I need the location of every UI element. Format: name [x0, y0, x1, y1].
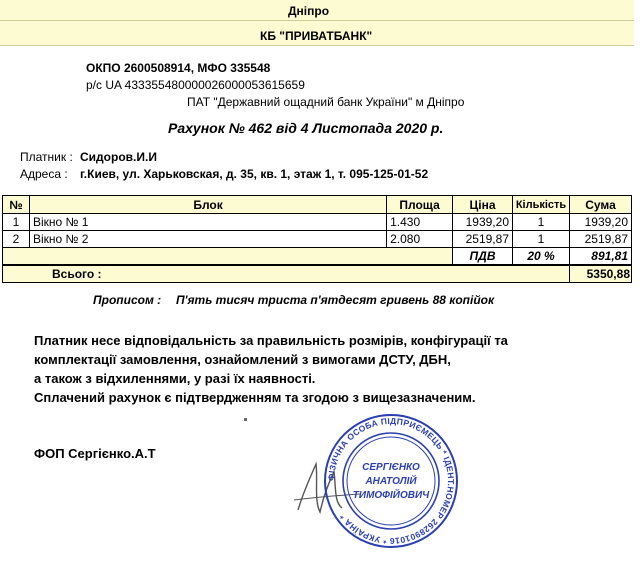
- payer-label: Платник :: [20, 150, 73, 164]
- row-number: 2: [3, 231, 30, 248]
- row-price: 1939,20: [453, 214, 513, 231]
- table-row: [3, 231, 632, 248]
- bank-name: КБ "ПРИВАТБАНК": [260, 29, 373, 43]
- row-area: 2.080: [387, 231, 453, 248]
- stamp-outer-text: ФІЗИЧНА ОСОБА ПІДПРИЄМЕЦЬ * ІДЕНТ.НОМЕР 2628901016 * УКРАЇНА *: [325, 415, 457, 547]
- total-label: Всього :: [52, 267, 102, 281]
- bank-pat: ПАТ "Державний ощадний банк України" м Дніпро: [187, 95, 465, 109]
- invoice-title: Рахунок № 462 від 4 Листопада 2020 р.: [168, 120, 444, 136]
- bank-account: р/с UA 433355480000026000053615659: [86, 78, 305, 92]
- signature-name: ФОП Сергієнко.А.Т: [34, 446, 156, 461]
- address-label: Адреса :: [20, 167, 68, 181]
- words-label: Прописом :: [93, 293, 162, 307]
- company-stamp-icon: [322, 412, 460, 550]
- notice-line-2: комплектації замовлення, ознайомлений з вимогами ДСТУ, ДБН,: [34, 352, 451, 367]
- row-name: Вікно № 1: [29, 214, 386, 231]
- col-header-sum: Сума: [569, 196, 631, 214]
- col-header-price: Ціна: [453, 196, 513, 214]
- stamp-line-1: СЕРГІЄНКО: [362, 462, 420, 473]
- notice-line-1: Платник несе відповідальність за правильність розмірів, конфігурації та: [34, 333, 508, 348]
- row-qty: 1: [513, 214, 570, 231]
- table-header-row: [3, 196, 632, 214]
- row-price: 2519,87: [453, 231, 513, 248]
- total-value-divider: [569, 265, 570, 283]
- col-header-number: №: [3, 196, 30, 214]
- invoice-table: [2, 195, 632, 265]
- row-area: 1.430: [387, 214, 453, 231]
- vat-label: ПДВ: [453, 248, 513, 265]
- notice-line-3: а також з відхиленнями, у разі їх наявності.: [34, 371, 316, 386]
- city-label: Дніпро: [288, 4, 330, 18]
- row-number: 1: [3, 214, 30, 231]
- row-sum: 1939,20: [569, 214, 631, 231]
- col-header-block: Блок: [29, 196, 386, 214]
- col-header-area: Площа: [387, 196, 453, 214]
- row-qty: 1: [513, 231, 570, 248]
- vat-row: [3, 248, 632, 265]
- notice-line-4: Сплачений рахунок є підтвердженням та згодою з вищезазначеним.: [34, 390, 476, 405]
- okpo-mfo: ОКПО 2600508914, МФО 335548: [86, 61, 271, 75]
- stamp-line-3: ТИМОФІЙОВИЧ: [352, 490, 430, 501]
- row-sum: 2519,87: [569, 231, 631, 248]
- vat-rate: 20 %: [513, 248, 570, 265]
- table-row: [3, 214, 632, 231]
- words-text: П'ять тисяч триста п'ятдесят гривень 88 копійок: [176, 293, 495, 307]
- vat-spacer: [3, 248, 453, 265]
- row-name: Вікно № 2: [29, 231, 386, 248]
- payer-name: Сидоров.И.И: [80, 150, 157, 164]
- payer-address: г.Киев, ул. Харьковская, д. 35, кв. 1, этаж 1, т. 095-125-01-52: [80, 167, 429, 181]
- col-header-qty: Кількість: [513, 196, 570, 214]
- dot-mark: [244, 418, 247, 421]
- vat-value: 891,81: [569, 248, 631, 265]
- stamp-line-2: АНАТОЛІЙ: [365, 476, 417, 487]
- header-divider-bottom: [0, 45, 634, 46]
- total-value: 5350,88: [586, 267, 630, 281]
- header-divider: [0, 20, 634, 21]
